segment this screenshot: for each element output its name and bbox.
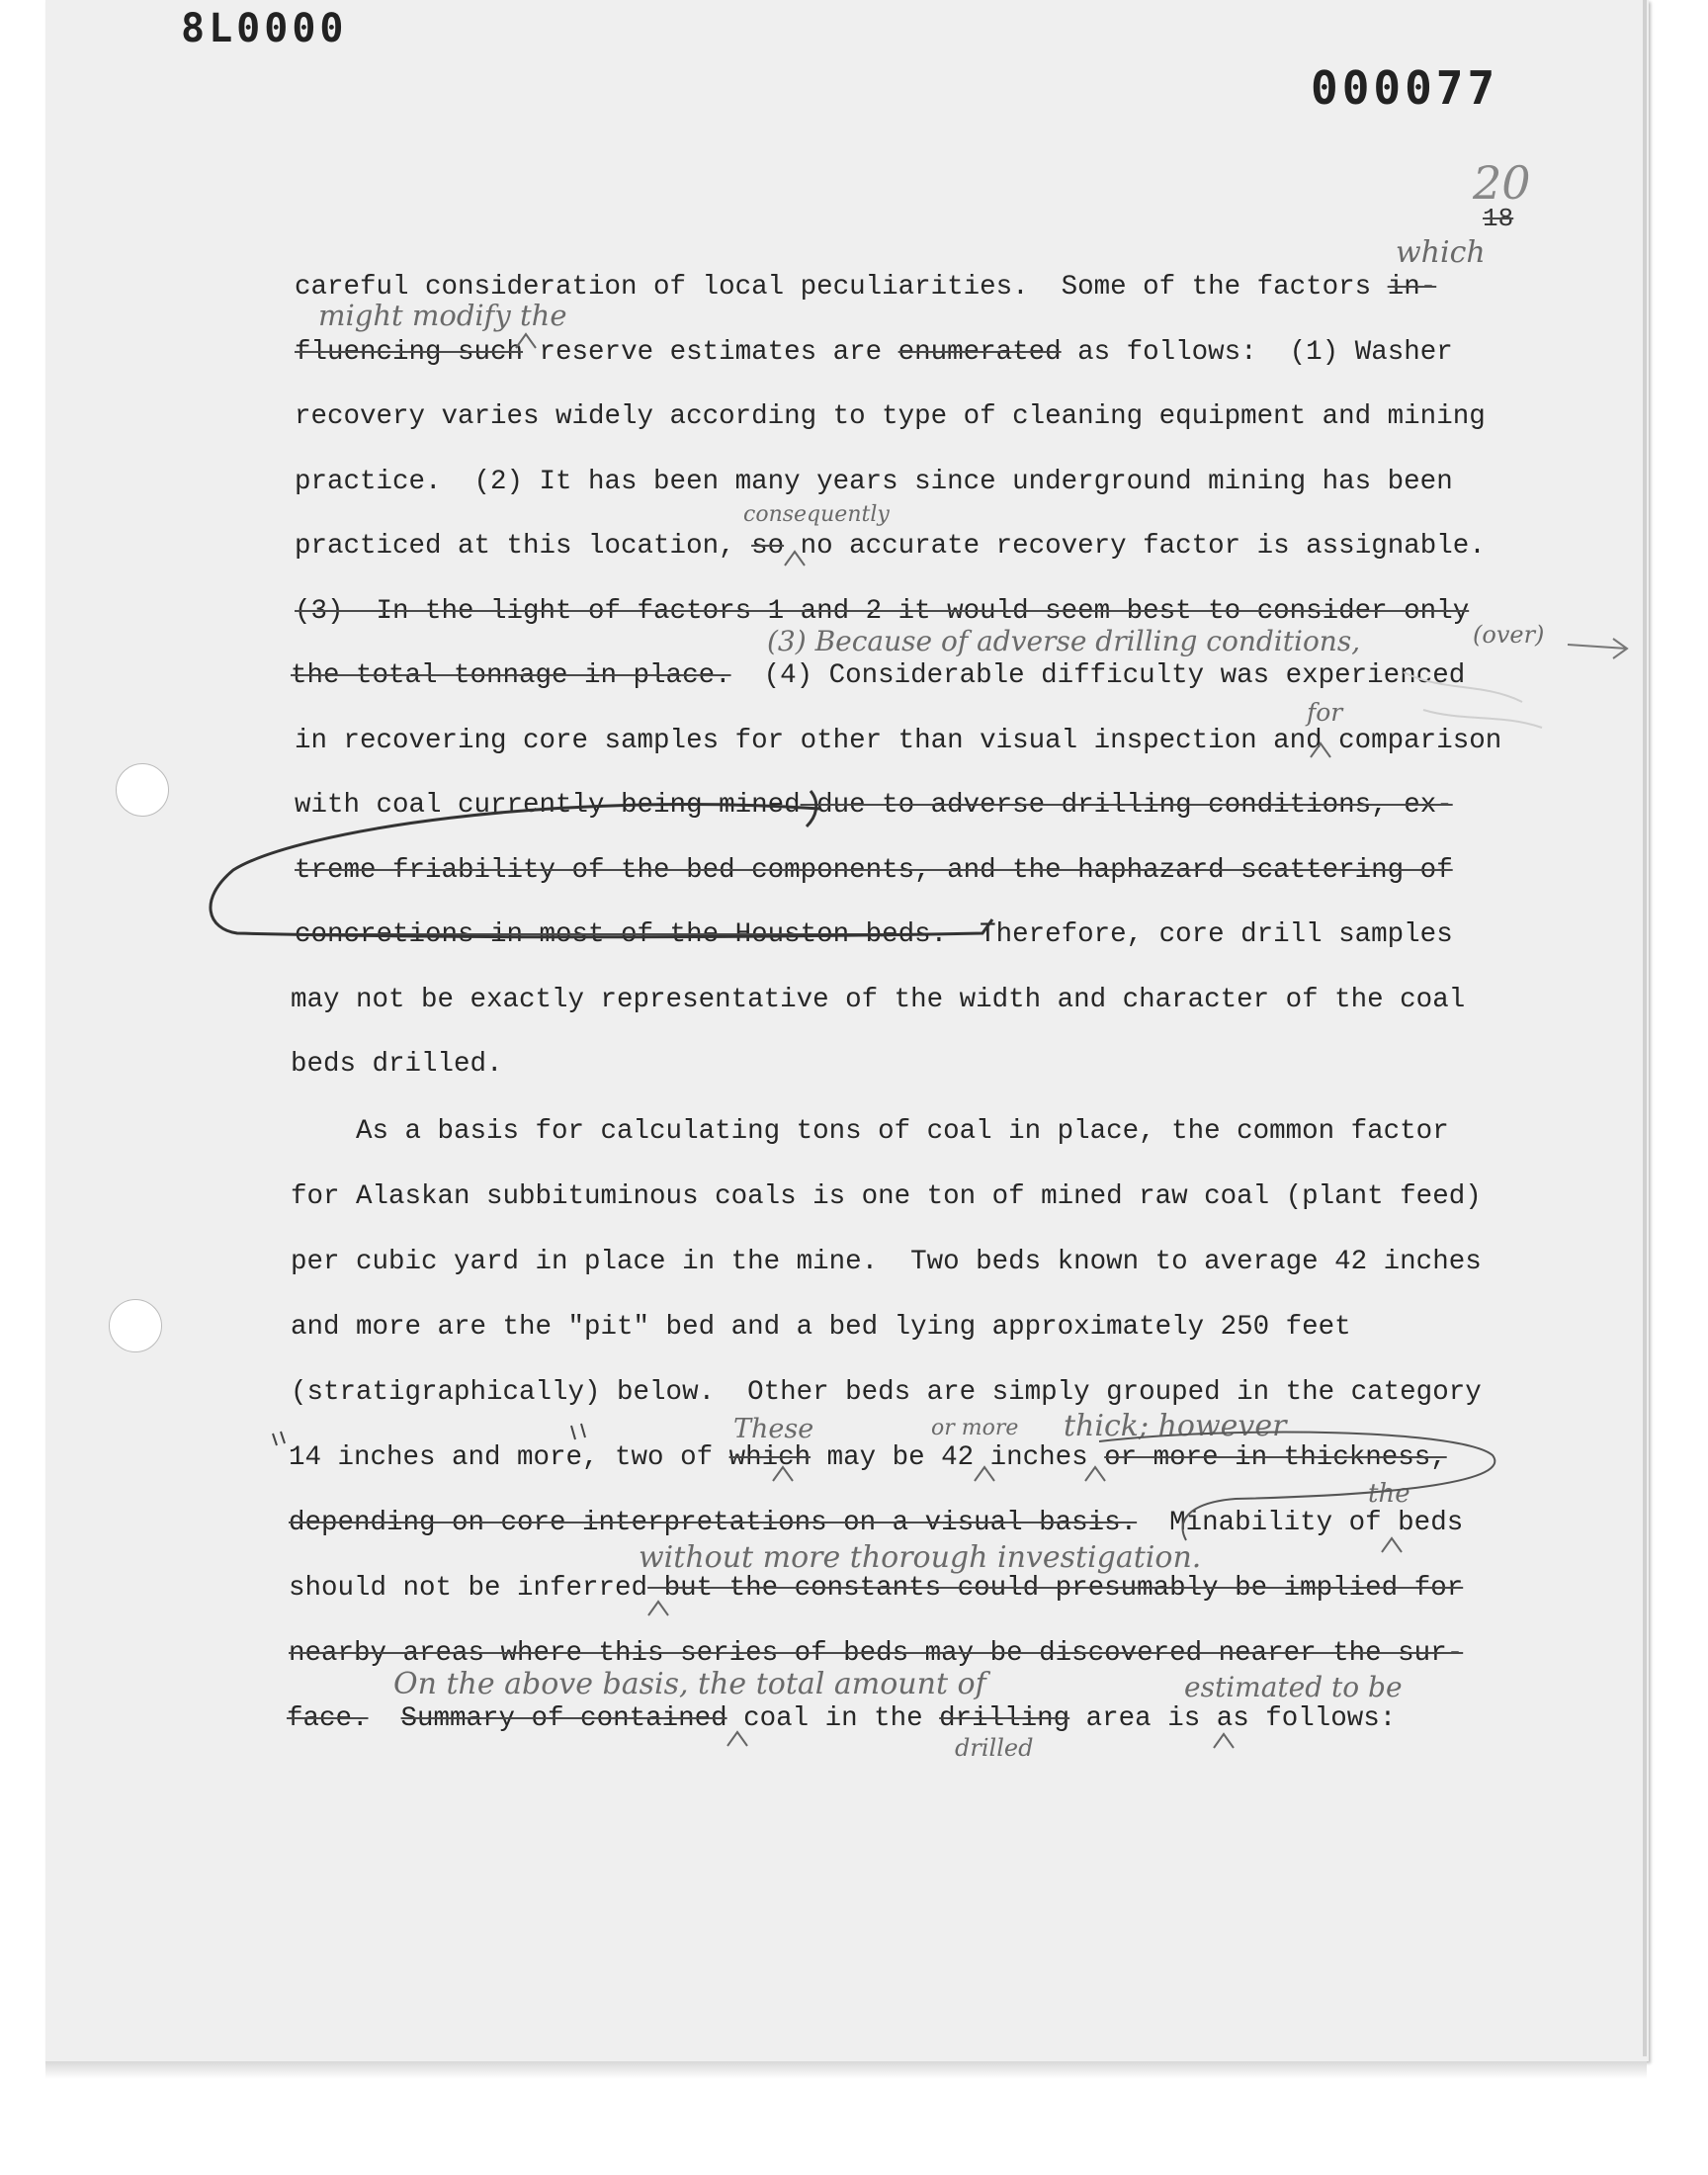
text-line (289, 1572, 1463, 1606)
handwritten-thick-however: thick; however (1064, 1409, 1287, 1443)
text-line (295, 725, 1501, 758)
text-line (295, 530, 1486, 564)
handwritten-drilled: drilled (955, 1734, 1034, 1762)
handwritten-because-of-adverse: (3) Because of adverse drilling conditions, (767, 625, 1361, 657)
handwritten-without-more-investigation: without more thorough investigation. (639, 1540, 1202, 1575)
text-line (295, 400, 1486, 434)
handwritten-might-modify-the: might modify the (318, 299, 567, 332)
struck-text: depending on core interpretations on a visual basis. (289, 1508, 1138, 1538)
line-text: may be 42 inches (811, 1442, 1105, 1473)
handwritten-over: (over) (1473, 621, 1545, 649)
handwritten-consequently: consequently (743, 502, 890, 527)
text-line (295, 466, 1453, 499)
text-line (291, 1048, 503, 1082)
punch-hole (109, 1299, 162, 1352)
line-text: careful consideration of local peculiarities. Some of the factors (295, 272, 1388, 303)
text-line (291, 1180, 1482, 1214)
stamp-top-right: 000077 (1311, 61, 1499, 115)
text-line (289, 1637, 1463, 1671)
text-line (291, 1376, 1482, 1410)
line-text: no accurate recovery factor is assignable. (784, 531, 1486, 562)
struck-text: (3) In the light of factors 1 and 2 it would seem best to consider only (295, 596, 1470, 627)
line-text: with coal currently being mined (295, 790, 801, 821)
handwritten-the: the (1368, 1479, 1410, 1509)
struck-text: treme friability of the bed components, and the haphazard scattering of (295, 855, 1453, 886)
line-text: for Alaskan subbituminous coals is one ton of mined raw coal (plant feed) (291, 1181, 1482, 1212)
text-line (291, 1246, 1482, 1279)
line-text: as follows: (1) Washer (1061, 337, 1453, 368)
handwritten-which: which (1396, 235, 1486, 270)
struck-text: face. (287, 1703, 369, 1734)
struck-text: but the constants could presumably be implied for (647, 1573, 1464, 1604)
line-text: practiced at this location, (295, 531, 752, 562)
struck-text: concretions in most of the Houston beds. (295, 919, 948, 950)
line-text: and more are the "pit" bed and a bed lying approximately 250 feet (291, 1312, 1351, 1343)
text-line (291, 1311, 1351, 1345)
struck-text: the total tonnage in place. (291, 660, 731, 691)
handwritten-estimated-to-be: estimated to be (1184, 1671, 1403, 1703)
struck-text: enumerated (897, 337, 1062, 368)
line-text: 14 inches and more, two of (289, 1442, 729, 1473)
text-line (287, 1702, 1396, 1736)
line-text: recovery varies widely according to type of cleaning equipment and mining (295, 401, 1486, 432)
text-line (295, 854, 1453, 888)
typed-page-number: 18 (1483, 204, 1514, 233)
line-text: reserve estimates are (523, 337, 898, 368)
text-line (291, 984, 1465, 1017)
line-text: should not be inferred (289, 1573, 648, 1604)
stamp-top-left: 8L0000 (181, 6, 348, 51)
punch-hole (116, 763, 169, 817)
text-line (291, 1115, 1449, 1149)
struck-text: or more in thickness, (1104, 1442, 1447, 1473)
text-line (295, 789, 1453, 823)
struck-text: due to adverse drilling conditions, ex- (800, 790, 1453, 821)
handwritten-for: for (1307, 698, 1343, 727)
struck-text: fluencing such (295, 337, 524, 368)
text-line (295, 595, 1469, 629)
line-text: in recovering core samples for other than visual inspection and comparison (295, 726, 1502, 756)
struck-text: nearby areas where this series of beds may be discovered nearer the sur- (289, 1638, 1464, 1669)
line-text: (stratigraphically) below. Other beds are simply grouped in the category (291, 1377, 1482, 1408)
handwritten-these: These (733, 1414, 814, 1444)
struck-text: Summary of contained (400, 1703, 727, 1734)
line-text: coal in the (726, 1703, 940, 1734)
line-text: Minability of beds (1137, 1508, 1464, 1538)
line-text: As a basis for calculating tons of coal in place, the common factor (291, 1116, 1449, 1147)
struck-text: drilling (939, 1703, 1070, 1734)
line-text: area is as follows: (1069, 1703, 1397, 1734)
text-line (289, 1441, 1447, 1475)
line-text: Therefore, core drill samples (947, 919, 1453, 950)
handwritten-or-more: or more (931, 1416, 1019, 1440)
text-line (289, 1507, 1463, 1540)
line-text: may not be exactly representative of the width and character of the coal (291, 985, 1466, 1015)
text-line (295, 918, 1453, 952)
line-text: (4) Considerable difficulty was experienced (730, 660, 1466, 691)
handwritten-page-number: 20 (1473, 156, 1531, 210)
line-text: beds drilled. (291, 1049, 503, 1080)
line-text: per cubic yard in place in the mine. Two beds known to average 42 inches (291, 1247, 1482, 1277)
line-text (369, 1703, 401, 1734)
document-page (45, 0, 1649, 2061)
struck-text: which (728, 1442, 811, 1473)
text-line (291, 659, 1465, 693)
struck-text: in- (1387, 272, 1437, 303)
line-text: practice. (2) It has been many years since underground mining has been (295, 467, 1453, 497)
struck-text: so (751, 531, 785, 562)
handwritten-on-the-above-basis: On the above basis, the total amount of (393, 1667, 986, 1701)
text-line (295, 336, 1453, 370)
page-edge-shadow (1643, 0, 1647, 2056)
page-bottom-shadow (45, 2061, 1647, 2079)
